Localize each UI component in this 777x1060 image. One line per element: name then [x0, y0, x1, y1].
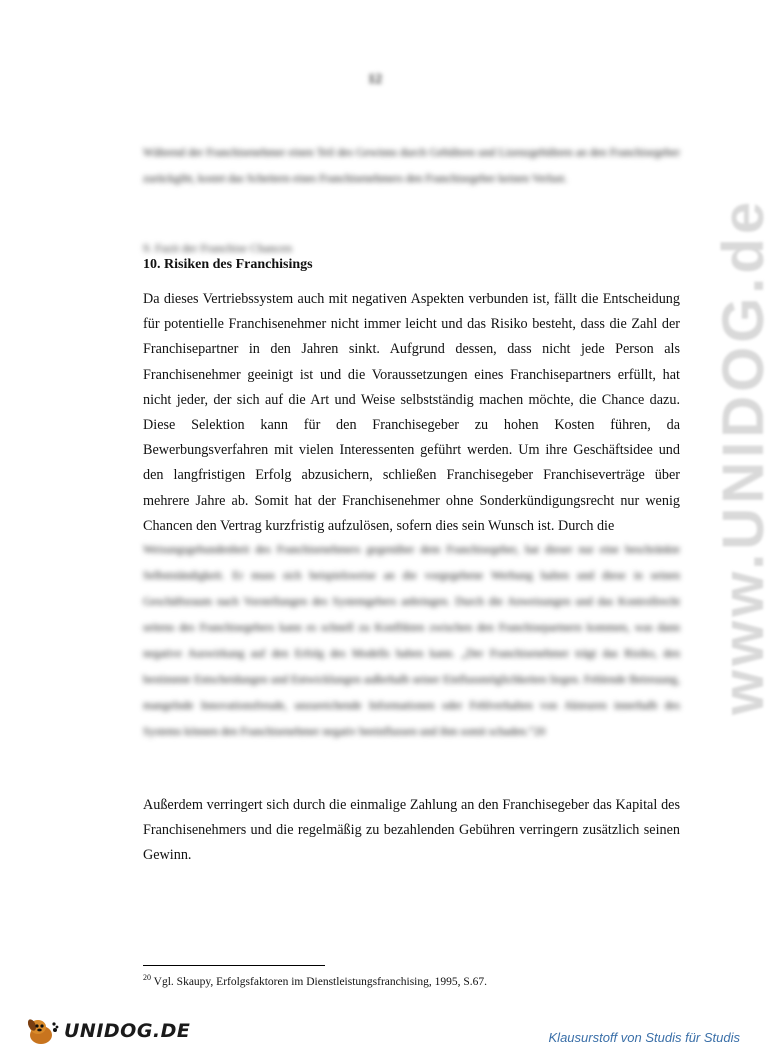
intro-paragraph-blurred: Während der Franchisenehmer einen Teil des Gewinns durch Gebühren und Lizenzgebühren an den Franchisegeber zurückgibt, kostet das Scheitern eines Franchisenehmers den Franchisegeber keinen Verlust.	[143, 147, 680, 185]
footnote-text: Vgl. Skaupy, Erfolgsfaktoren im Dienstleistungsfranchising, 1995, S.67.	[151, 975, 488, 988]
footnote-rule	[143, 965, 325, 966]
footnote	[143, 973, 487, 988]
ghost-heading: 9. Fazit der Franchise Chancen	[143, 241, 292, 255]
watermark: www.UNIDOG.de	[711, 197, 776, 715]
footnote-marker: 20	[143, 973, 151, 982]
section-paragraph-blurred: Weisungsgebundenheit des Franchisenehmers gegenüber dem Franchisegeber, hat dieser nur eine beschränkte Selbstständigkeit. Er muss sich beispielsweise an die vorgegebene Werbung halten und diese in seinen Geschäftsraum nach Vorstellungen des Systemgebers anbringen. Durch die Anweisungen und das Kontrollrecht seitens des Franchisegebers kann es schnell zu Konflikten zwischen den Franchisepartnern kommen, was dann negative Auswirkung auf den Erfolg des Modells haben kann. „Der Franchisenehmer trägt das Risiko, den bestimmte Entscheidungen und Entwicklungen außerhalb seiner Einflussmöglichkeiten liegen. Fehlende Betreuung, mangelnde Innovationsfreude, unzureichende Informationen oder Fehlverhalten von Akteuren innerhalb des Systems können den Franchisenehmer negativ beeinflussen und ihm somit schaden.“20	[143, 544, 680, 738]
section-paragraph: Da dieses Vertriebssystem auch mit negativen Aspekten verbunden ist, fällt die Entscheidung für potentielle Franchisenehmer nicht immer leicht und das Risiko besteht, dass die Zahl der Franchisepartner in den Jahren sinkt. Aufgrund dessen, dass nicht jede Person als Franchisenehmer geeinigt ist und die Voraussetzungen eines Franchisepartners erfüllt, hat nicht jeder, der sich auf die Art und Weise selbstständig machen möchte, die Chance dazu. Diese Selektion kann für den Franchisegeber zu hohen Kosten führen, da Bewerbungsverfahren mit vielen Interessenten geführt werden. Um ihre Geschäftsidee und den langfristigen Erfolg abzusichern, schließen Franchisegeber Franchiseverträge über mehrere Jahre ab. Somit hat der Franchisenehmer ohne Sonderkündigungsrecht nur wenig Chancen den Vertrag kurzfristig aufzulösen, sofern dies sein Wunsch ist. Durch die	[143, 291, 680, 534]
tagline: Klausurstoff von Studis für Studis	[548, 1030, 740, 1045]
logo-text: UNIDOG.DE	[64, 1020, 191, 1042]
section-heading: 10. Risiken des Franchisings	[143, 257, 313, 272]
closing-paragraph: Außerdem verringert sich durch die einmalige Zahlung an den Franchisegeber das Kapital des Franchisenehmers und die regelmäßig zu bezahlenden Gebühren verringern zusätzlich seinen Gewinn.	[143, 797, 680, 864]
page-number: 12	[368, 72, 382, 87]
logo[interactable]	[24, 1016, 190, 1046]
dog-mascot-icon	[24, 1016, 60, 1046]
